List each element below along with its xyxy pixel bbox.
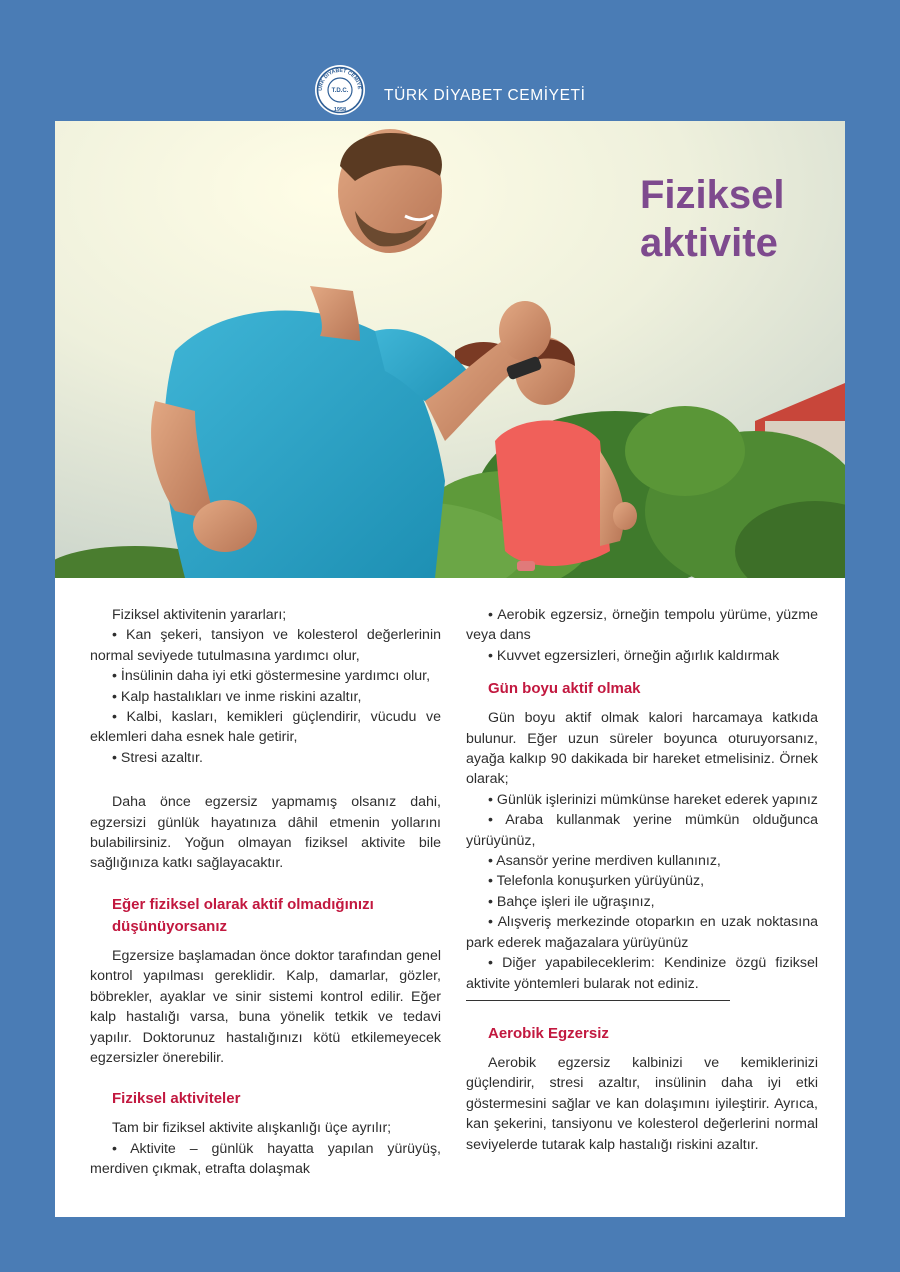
activity-item: • Kuvvet egzersizleri, örneğin ağırlık kaldırmak [488, 647, 780, 664]
inactive-paragraph: Egzersize başlamadan önce doktor tarafından genel kontrol yapılması gereklidir. Kalp, damarlar, gözler, böbrekler, ayaklar ve sinir sistemi kontrol edilir. Eğer kalp hastalığı varsa, buna yönelik tetkik ve tedavi yapılır. Doktorunuz hastalığınızı kötü etkilemeyecek egzersizler önerebilir. [90, 947, 441, 1066]
activities-intro: Tam bir fiziksel aktivite alışkanlığı üçe ayrılır; [112, 1120, 392, 1137]
activity-item: • Aktivite – günlük hayatta yapılan yürüyüş, merdiven çıkmak, etrafta dolaşmak [90, 1140, 441, 1178]
left-column [90, 605, 441, 1180]
benefits-intro: Fiziksel aktivitenin yararları; [112, 607, 287, 623]
benefit-item: • İnsülinin daha iyi etki göstermesine yardımcı olur, [112, 668, 431, 685]
active-paragraph: Gün boyu aktif olmak kalori harcamaya katkıda bulunur. Eğer uzun süreler boyunca oturuyorsanız, ayağa kalkıp 90 dakikada bir hareket etmelisiniz. Örnek olarak; [466, 710, 818, 788]
intro-paragraph: Daha önce egzersiz yapmamış olsanız dahi, egzersizi günlük hayatınıza dâhil etmenin yollarını bulabilirsiniz. Yoğun olmayan fiziksel aktivite bile sağlığınıza katkı sağlayacaktır. [90, 794, 441, 872]
active-item: • Bahçe işleri ile uğraşınız, [488, 893, 655, 910]
note-line [466, 1000, 730, 1001]
title-line-2: aktivite [640, 221, 778, 265]
title-line-1: Fiziksel [640, 173, 785, 217]
active-item: • Asansör yerine merdiven kullanınız, [488, 853, 721, 870]
inactive-heading: Eğer fiziksel olarak aktif olmadığınızı düşünüyorsanız [112, 895, 374, 935]
logo-year: 1958 [333, 107, 347, 113]
benefit-item: • Kalbi, kasları, kemikleri güçlendirir, vücudu ve eklemleri daha esnek hale getirir, [90, 709, 441, 746]
active-item: • Alışveriş merkezinde otoparkın en uzak noktasına park ederek mağazalara yürüyünüz [466, 914, 818, 951]
benefit-item: • Kan şekeri, tansiyon ve kolesterol değerlerinin normal seviyede tutulmasına yardımcı olur, [90, 627, 441, 664]
right-column [466, 605, 818, 1155]
logo-ring-text: ÜRK DİYABET CEMİYE [317, 67, 363, 91]
benefit-item: • Kalp hastalıkları ve inme riskini azaltır, [112, 688, 362, 705]
activity-item: • Aerobik egzersiz, örneğin tempolu yürüme, yüzme veya dans [466, 607, 818, 644]
activities-heading: Fiziksel aktiviteler [112, 1090, 241, 1108]
aerobic-heading: Aerobik Egzersiz [488, 1024, 609, 1042]
logo-abbreviation: T.D.C. [331, 88, 349, 94]
active-item: • Günlük işlerinizi mümkünse hareket ederek yapınız [488, 791, 818, 808]
organization-logo [314, 64, 366, 116]
active-item: • Diğer yapabileceklerim: Kendinize özgü fiziksel aktivite yöntemleri bularak not ediniz. [466, 955, 818, 992]
page-title [640, 171, 785, 267]
aerobic-paragraph: Aerobik egzersiz kalbinizi ve kemiklerinizi güçlendirir, stresi azaltır, insülinin daha iyi etki göstermesini sağlar ve kan dolaşımını iyileştirir. Ayrıca, kan şekerini, tansiyonu ve kolesterol değerlerini normal seviyelerde tutarak kalp hastalığı riskini azaltır. [466, 1054, 818, 1153]
active-item: • Telefonla konuşurken yürüyünüz, [488, 873, 705, 890]
organization-name: TÜRK DİYABET CEMİYETİ [384, 87, 586, 104]
content-card [55, 121, 845, 1217]
active-heading: Gün boyu aktif olmak [488, 680, 641, 698]
page-header [0, 60, 900, 116]
benefit-item: • Stresi azaltır. [112, 749, 203, 766]
active-item: • Araba kullanmak yerine mümkün olduğunca yürüyünüz, [466, 812, 818, 849]
